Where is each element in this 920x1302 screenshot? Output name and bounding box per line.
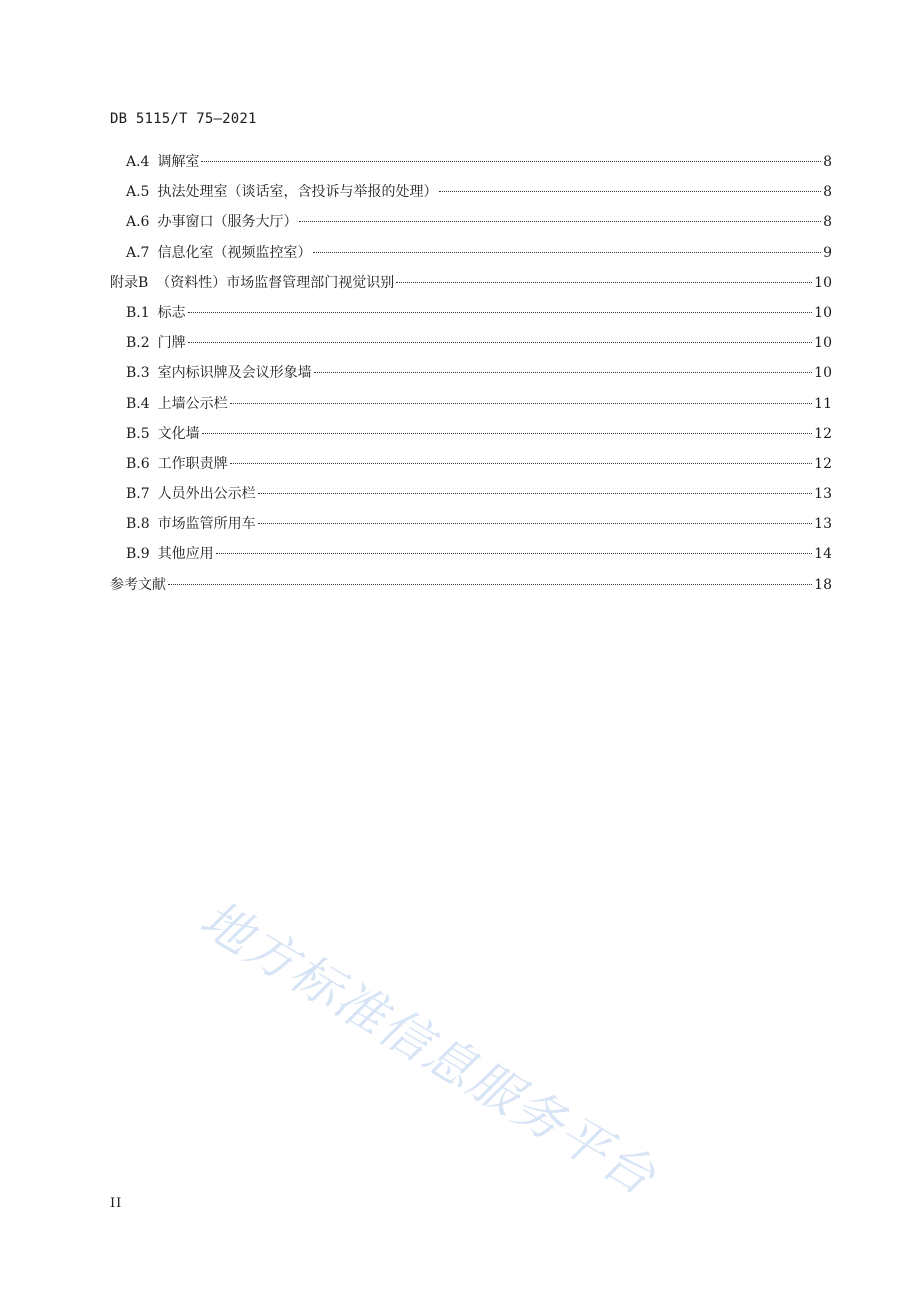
- toc-entry-number: B.5: [126, 425, 150, 442]
- toc-entry-number: B.7: [126, 486, 150, 503]
- toc-entry-page: 8: [823, 154, 832, 170]
- toc-entry-title: 参考文献: [110, 576, 166, 593]
- toc-entry-number: A.7: [126, 244, 150, 261]
- watermark-text: 地方标准信息服务平台: [190, 889, 667, 1207]
- toc-leader-dots: [201, 160, 821, 162]
- toc-entry-page: 8: [823, 214, 832, 231]
- toc-entry[interactable]: [110, 449, 832, 479]
- toc-entry[interactable]: [110, 479, 832, 509]
- document-code: DB 5115/T 75—2021: [110, 111, 257, 127]
- toc-entry-title: 信息化室（视频监控室）: [157, 244, 312, 261]
- toc-entry-title: （资料性）市场监督管理部门视觉识别: [156, 274, 395, 291]
- table-of-contents: [110, 147, 832, 600]
- toc-entry-number: B.1: [126, 304, 150, 321]
- toc-entry-title: 门牌: [157, 335, 186, 352]
- toc-leader-dots: [230, 462, 813, 464]
- toc-leader-dots: [299, 220, 821, 222]
- toc-entry-title: 室内标识牌及会议形象墙: [157, 365, 312, 382]
- toc-entry-title: 其他应用: [157, 546, 214, 563]
- toc-entry-number: A.6: [126, 214, 150, 231]
- toc-entry-appendix[interactable]: [110, 268, 832, 298]
- toc-entry[interactable]: [110, 328, 832, 358]
- toc-leader-dots: [439, 190, 821, 192]
- toc-leader-dots: [396, 281, 812, 283]
- toc-entry-page: 13: [814, 486, 832, 503]
- toc-entry-number: B.9: [126, 546, 150, 563]
- toc-leader-dots: [313, 251, 821, 253]
- toc-entry[interactable]: [110, 238, 832, 268]
- toc-entry-page: 13: [814, 516, 832, 533]
- toc-entry-number: 附录B: [110, 274, 149, 291]
- toc-entry-title: 工作职责牌: [157, 455, 228, 472]
- toc-entry-references[interactable]: [110, 570, 832, 600]
- toc-entry[interactable]: [110, 207, 832, 237]
- toc-entry-title: 人员外出公示栏: [157, 486, 256, 503]
- toc-leader-dots: [168, 583, 812, 585]
- toc-entry-title: 执法处理室（谈话室，含投诉与举报的处理）: [157, 184, 438, 201]
- toc-leader-dots: [314, 371, 813, 373]
- toc-leader-dots: [230, 402, 813, 404]
- toc-entry-page: 10: [814, 274, 832, 291]
- toc-leader-dots: [258, 492, 813, 494]
- toc-entry-number: A.4: [126, 154, 150, 170]
- toc-leader-dots: [258, 522, 813, 524]
- toc-entry-page: 14: [814, 546, 832, 563]
- toc-entry[interactable]: [110, 298, 832, 328]
- toc-entry-title: 市场监管所用车: [157, 516, 256, 533]
- toc-entry-page: 12: [814, 455, 832, 472]
- toc-entry-page: 11: [814, 395, 832, 412]
- toc-entry-number: A.5: [126, 184, 150, 201]
- toc-entry[interactable]: [110, 147, 832, 177]
- toc-entry-page: 10: [814, 304, 832, 321]
- toc-entry[interactable]: [110, 509, 832, 539]
- toc-entry-page: 10: [814, 335, 832, 352]
- toc-leader-dots: [188, 341, 813, 343]
- toc-entry-page: 10: [814, 365, 832, 382]
- toc-entry[interactable]: [110, 539, 832, 569]
- toc-entry-title: 办事窗口（服务大厅）: [157, 214, 298, 231]
- toc-entry-number: B.4: [126, 395, 150, 412]
- toc-entry-page: 18: [814, 576, 832, 593]
- page-number: II: [110, 1196, 123, 1211]
- toc-entry-number: B.2: [126, 335, 150, 352]
- toc-entry-page: 8: [823, 184, 832, 201]
- toc-entry[interactable]: [110, 358, 832, 388]
- toc-leader-dots: [188, 311, 813, 313]
- toc-entry-title: 上墙公示栏: [157, 395, 228, 412]
- toc-leader-dots: [202, 432, 813, 434]
- toc-entry-title: 文化墙: [157, 425, 200, 442]
- toc-entry-title: 标志: [157, 304, 186, 321]
- toc-entry-number: B.8: [126, 516, 150, 533]
- toc-entry-number: B.3: [126, 365, 150, 382]
- toc-entry[interactable]: [110, 389, 832, 419]
- toc-entry-page: 12: [814, 425, 832, 442]
- toc-entry[interactable]: [110, 419, 832, 449]
- toc-entry[interactable]: [110, 177, 832, 207]
- toc-entry-page: 9: [823, 244, 832, 261]
- toc-leader-dots: [216, 552, 813, 554]
- toc-entry-number: B.6: [126, 455, 150, 472]
- toc-entry-title: 调解室: [157, 154, 200, 170]
